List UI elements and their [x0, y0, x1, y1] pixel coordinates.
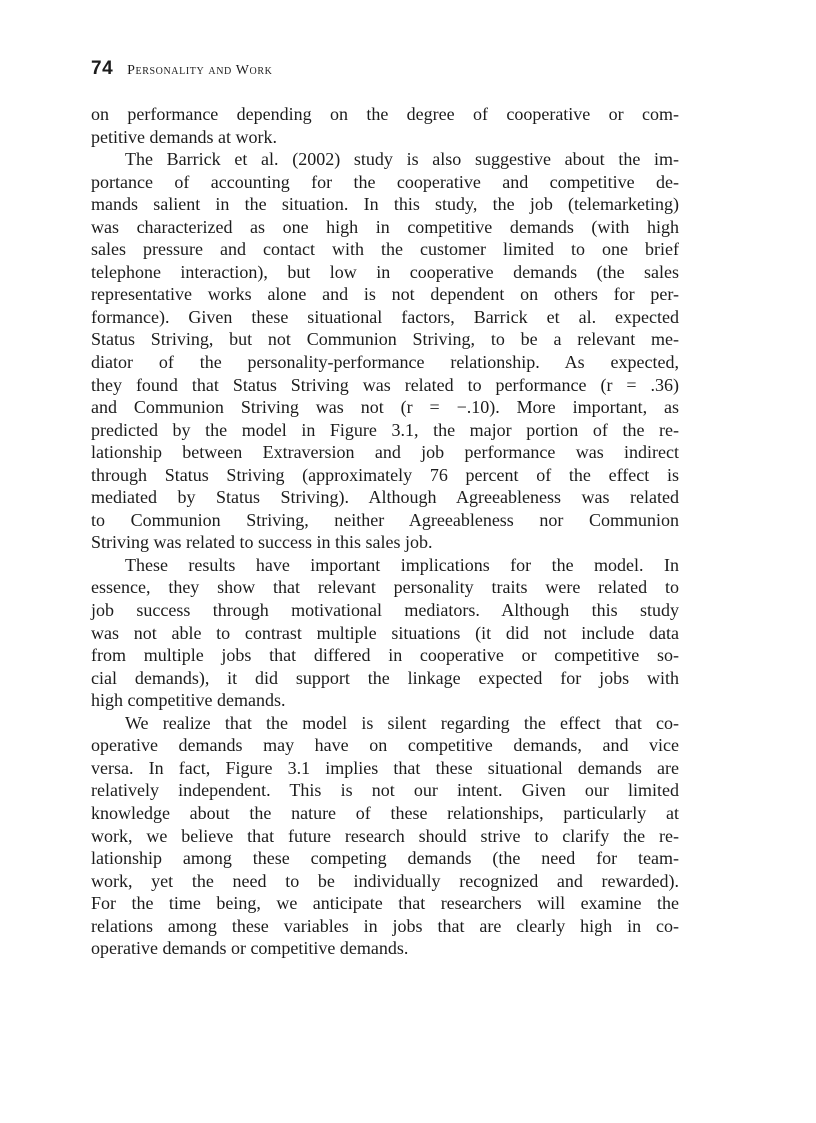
- text-line: was characterized as one high in competitive demands (with high: [91, 216, 679, 237]
- text-line: they found that Status Striving was related to performance (r = .36): [91, 374, 679, 395]
- text-line: The Barrick et al. (2002) study is also suggestive about the im-: [125, 149, 679, 170]
- text-line: telephone interaction), but low in cooperative demands (the sales: [91, 261, 679, 282]
- text-line: Striving was related to success in this sales job.: [91, 532, 433, 553]
- text-line: on performance depending on the degree of cooperative or com-: [91, 104, 679, 124]
- text-line: high competitive demands.: [91, 690, 286, 711]
- text-line: to Communion Striving, neither Agreeableness nor Communion: [91, 509, 679, 530]
- text-line: Status Striving, but not Communion Striving, to be a relevant me-: [91, 329, 679, 350]
- text-line: diator of the personality-performance relationship. As expected,: [91, 352, 679, 373]
- text-line: versa. In fact, Figure 3.1 implies that these situational demands are: [91, 757, 679, 778]
- text-line: sales pressure and contact with the customer limited to one brief: [91, 239, 679, 260]
- paragraph-3: [91, 554, 679, 712]
- text-line: operative demands may have on competitive demands, and vice: [91, 735, 679, 756]
- paragraph-4: [91, 712, 679, 960]
- text-line: formance). Given these situational factors, Barrick et al. expected: [91, 306, 679, 327]
- text-line: predicted by the model in Figure 3.1, the major portion of the re-: [91, 419, 679, 440]
- text-line: was not able to contrast multiple situations (it did not include data: [91, 622, 679, 643]
- text-line: These results have important implications for the model. In: [125, 554, 679, 575]
- text-line: lationship between Extraversion and job performance was indirect: [91, 442, 679, 463]
- text-line: We realize that the model is silent regarding the effect that co-: [125, 712, 679, 733]
- running-header: [91, 58, 272, 80]
- text-line: job success through motivational mediators. Although this study: [91, 600, 679, 621]
- text-line: through Status Striving (approximately 76 percent of the effect is: [91, 464, 679, 485]
- text-line: petitive demands at work.: [91, 126, 277, 147]
- text-line: relations among these variables in jobs that are clearly high in co-: [91, 915, 679, 936]
- text-line: lationship among these competing demands (the need for team-: [91, 848, 679, 869]
- text-line: work, yet the need to be individually recognized and rewarded).: [91, 870, 679, 891]
- text-line: representative works alone and is not dependent on others for per-: [91, 284, 679, 305]
- page-number: 74: [91, 58, 114, 79]
- text-line: essence, they show that relevant personality traits were related to: [91, 577, 679, 598]
- text-line: mands salient in the situation. In this study, the job (telemarketing): [91, 194, 679, 215]
- text-line: work, we believe that future research should strive to clarify the re-: [91, 825, 679, 846]
- text-line: from multiple jobs that differed in cooperative or competitive so-: [91, 645, 679, 666]
- text-line: and Communion Striving was not (r = −.10). More important, as: [91, 397, 679, 418]
- text-line: operative demands or competitive demands.: [91, 938, 409, 959]
- paragraph-1: [91, 103, 679, 148]
- text-line: knowledge about the nature of these relationships, particularly at: [91, 802, 679, 823]
- text-line: cial demands), it did support the linkage expected for jobs with: [91, 667, 679, 688]
- text-line: For the time being, we anticipate that researchers will examine the: [91, 893, 679, 914]
- text-line: mediated by Status Striving). Although Agreeableness was related: [91, 487, 679, 508]
- text-line: portance of accounting for the cooperative and competitive de-: [91, 171, 679, 192]
- text-line: relatively independent. This is not our intent. Given our limited: [91, 780, 679, 801]
- paragraph-2: [91, 148, 679, 554]
- body-text: [91, 103, 679, 960]
- running-head-title: Personality and Work: [127, 63, 273, 78]
